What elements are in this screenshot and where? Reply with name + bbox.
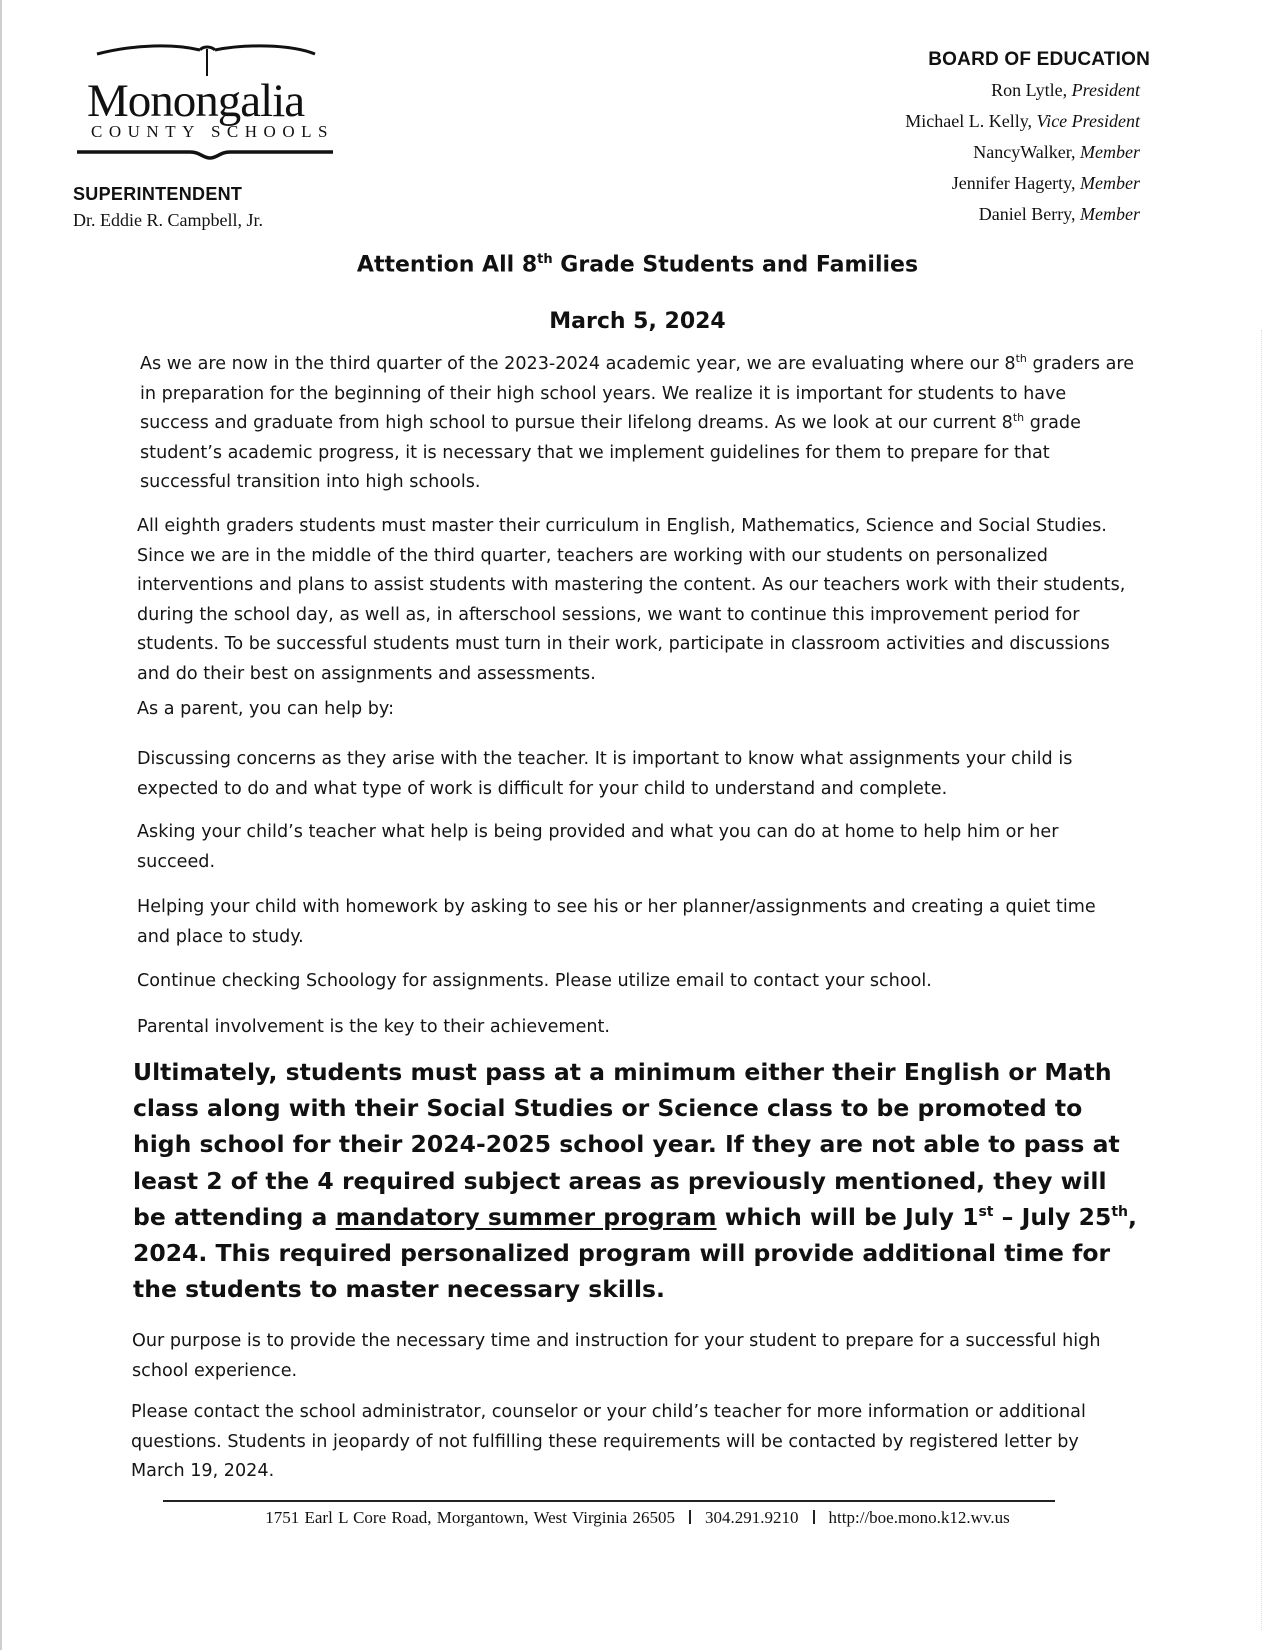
board-member: NancyWalker, Member: [973, 142, 1140, 162]
paragraph-parent-help: As a parent, you can help by:: [137, 699, 394, 719]
logo-name: Monongalia: [87, 75, 305, 127]
footer-address: 1751 Earl L Core Road, Morgantown, West Virginia 26505: [265, 1508, 676, 1527]
letter-date: March 5, 2024: [549, 309, 726, 334]
paragraph-schoology: Continue checking Schoology for assignments. Please utilize email to contact your school.: [137, 971, 932, 991]
footer-separator: [689, 1510, 691, 1524]
footer: [0, 1508, 1275, 1528]
board-member: Ron Lytle, President: [991, 80, 1140, 100]
board-heading: BOARD OF EDUCATION: [928, 49, 1150, 70]
scan-edge: [0, 0, 2, 1650]
promotion-requirement: Ultimately, students must pass at a minimum either their English or Math class along with their Social Studies or Science class to be promoted to high school for their 2024-2025 school year. If they are not able to pass at least 2 of the 4 required subject areas as previously mentioned, they will be attending a mandatory summer program which will be July 1st – July 25th, 2024. This required personalized program will provide additional time for the students to master necessary skills.: [133, 1058, 1137, 1304]
footer-divider: [163, 1500, 1055, 1502]
paragraph-discussing: Discussing concerns as they arise with the teacher. It is important to know what assignments your child is expected to do and what type of work is difficult for your child to understand and complete.: [137, 749, 1073, 799]
paragraph-curriculum: All eighth graders students must master their curriculum in English, Mathematics, Science and Social Studies. Since we are in the middle of the third quarter, teachers are working with our students on personalized interventions and plans to assist students with mastering the content. As our teachers work with their students, during the school day, as well as, in afterschool sessions, we want to continue this improvement period for students. To be successful students must turn in their work, participate in classroom activities and discussions and do their best on assignments and assessments.: [137, 516, 1126, 684]
letter-title: Attention All 8th Grade Students and Families: [356, 252, 919, 278]
superintendent-name: Dr. Eddie R. Campbell, Jr.: [73, 210, 263, 230]
paragraph-contact: Please contact the school administrator, counselor or your child’s teacher for more information or additional questions. Students in jeopardy of not fulfilling these requirements will be contacted by registered letter by March 19, 2024.: [131, 1402, 1086, 1481]
footer-separator: [813, 1510, 815, 1524]
board-of-education: [905, 44, 1150, 230]
paragraph-involvement: Parental involvement is the key to their achievement.: [137, 1017, 611, 1037]
mandatory-program-text: mandatory summer program: [335, 1202, 717, 1231]
scan-artifact: [1261, 330, 1263, 1630]
logo-underline-icon: [75, 146, 350, 166]
logo-subtitle: COUNTY SCHOOLS: [91, 122, 334, 141]
footer-website: http://boe.mono.k12.wv.us: [828, 1508, 1010, 1527]
paragraph-homework: Helping your child with homework by asking to see his or her planner/assignments and creating a quiet time and place to study.: [137, 897, 1096, 947]
board-member: Jennifer Hagerty, Member: [951, 173, 1140, 193]
district-logo: [75, 40, 350, 170]
board-member: Michael L. Kelly, Vice President: [905, 111, 1140, 131]
paragraph-asking: Asking your child’s teacher what help is being provided and what you can do at home to help him or her succeed.: [137, 822, 1059, 872]
superintendent-heading: SUPERINTENDENT: [73, 184, 243, 204]
footer-phone: 304.291.9210: [705, 1508, 799, 1527]
paragraph-purpose: Our purpose is to provide the necessary time and instruction for your student to prepare for a successful high school experience.: [132, 1331, 1101, 1381]
board-member: Daniel Berry, Member: [978, 204, 1140, 224]
paragraph-intro: As we are now in the third quarter of the 2023-2024 academic year, we are evaluating where our 8th graders are in preparation for the beginning of their high school years. We realize it is important for students to have success and graduate from high school to pursue their lifelong dreams. As we look at our current 8th grade student’s academic progress, it is necessary that we implement guidelines for them to prepare for that successful transition into high schools.: [140, 352, 1135, 492]
